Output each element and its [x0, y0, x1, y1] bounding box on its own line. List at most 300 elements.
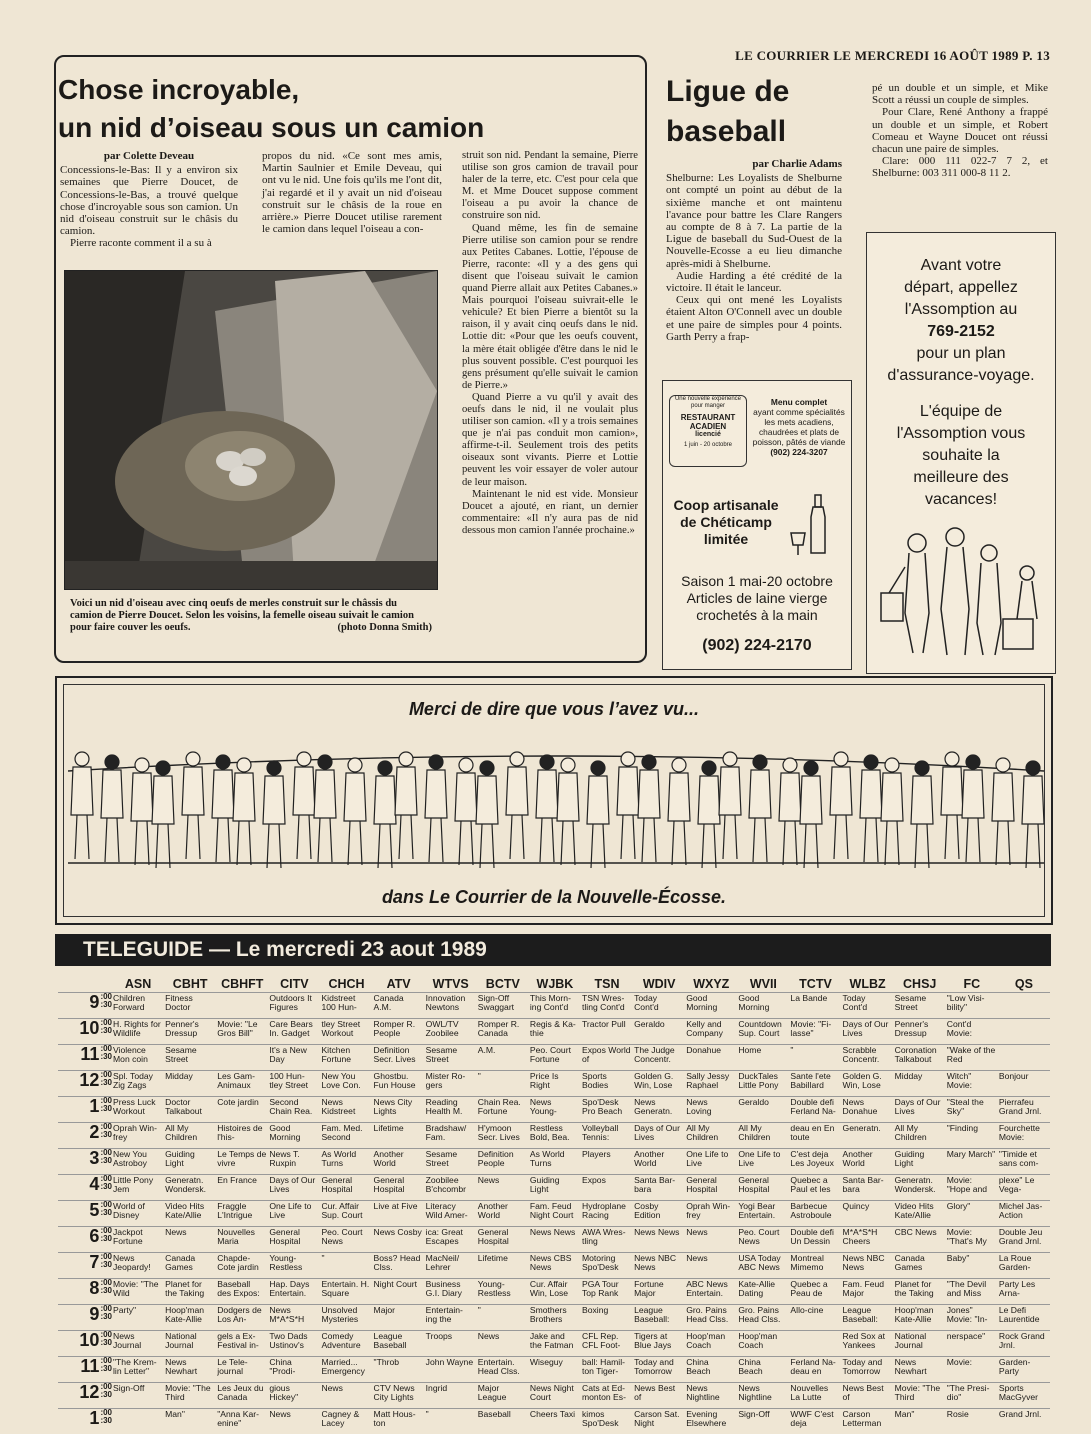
program-cell: "Timide et sans com-	[998, 1149, 1050, 1175]
program-cell: Reading Health M.	[425, 1097, 477, 1123]
program-cell: Quincy	[842, 1201, 894, 1227]
program-cell: CTV News City Lights	[373, 1383, 425, 1409]
shopper-figure	[374, 761, 396, 868]
program-cell: Generatn.	[842, 1123, 894, 1149]
time-slot-label: 9:00 :30	[58, 993, 112, 1019]
program-cell: Young- Restless	[477, 1279, 529, 1305]
program-cell: gels a Ex- Festival in-	[216, 1331, 268, 1357]
program-cell: Golden G. Win, Lose	[633, 1071, 685, 1097]
program-cell: Guiding Light	[164, 1149, 216, 1175]
program-cell: Hydroplane Racing	[581, 1201, 633, 1227]
program-cell: Video Hits Kate/Allie	[164, 1201, 216, 1227]
ad-cheticamp	[662, 380, 852, 670]
program-cell: AWA Wres- tling	[581, 1227, 633, 1253]
program-cell	[112, 1409, 164, 1434]
program-cell: Movie: "Hope and	[946, 1175, 998, 1201]
ad-assomption: Avant votre départ, appellez l'Assomption au 769-2152 pour un plan d'assurance-voyage. L'équipe de l'Assomption vous souhaite la meilleure des vacances!	[866, 232, 1056, 674]
program-cell: MacNeil/ Lehrer	[425, 1253, 477, 1279]
program-cell: Sesame Street	[425, 1045, 477, 1071]
program-cell: News Best of	[842, 1383, 894, 1409]
program-cell: Lifetime	[373, 1123, 425, 1149]
program-cell: Guiding Light	[529, 1175, 581, 1201]
shopper-figure	[131, 758, 153, 865]
program-cell: Sports MacGyver	[998, 1383, 1050, 1409]
program-cell: News	[477, 1175, 529, 1201]
channel-header: ATV	[373, 976, 425, 993]
program-cell: Press Luck Workout	[112, 1097, 164, 1123]
program-cell: Rock Grand Jrnl.	[998, 1331, 1050, 1357]
program-cell: Good Morning	[268, 1123, 320, 1149]
program-cell: League Baseball:	[633, 1305, 685, 1331]
program-cell: Troops	[425, 1331, 477, 1357]
program-cell: OWL/TV Zoobilee	[425, 1019, 477, 1045]
shopper-figure	[233, 758, 255, 865]
program-cell: CFL Rep. CFL Foot-	[581, 1331, 633, 1357]
program-cell: Carson Sat. Night	[633, 1409, 685, 1434]
program-cell: Days of Our Lives	[633, 1123, 685, 1149]
program-cell: Rosie	[946, 1409, 998, 1434]
program-cell: Montreal Mimemo	[789, 1253, 841, 1279]
time-slot-row	[58, 1253, 1050, 1279]
program-cell: Witch" Movie:	[946, 1071, 998, 1097]
program-cell: The Judge Concentr.	[633, 1045, 685, 1071]
program-cell: Boxing	[581, 1305, 633, 1331]
program-cell: General Hospital	[268, 1227, 320, 1253]
program-cell	[998, 1045, 1050, 1071]
program-cell: Sign-Off	[112, 1383, 164, 1409]
program-cell: Fraggle L'Intrigue	[216, 1201, 268, 1227]
program-cell: John Wayne	[425, 1357, 477, 1383]
program-cell: China Beach	[685, 1357, 737, 1383]
program-cell: plexe" Le Vega-	[998, 1175, 1050, 1201]
program-cell: News Loving	[685, 1097, 737, 1123]
channel-header: WVII	[737, 976, 789, 993]
program-cell: Canada Games	[894, 1253, 946, 1279]
coop-details: Saison 1 mai-20 octobre Articles de laine vierge crochetés à la main	[663, 573, 851, 624]
program-cell: Gro. Pains Head Clss.	[737, 1305, 789, 1331]
program-cell: Today and Tomorrow	[842, 1357, 894, 1383]
program-cell: Movie: "That's My	[946, 1227, 998, 1253]
program-cell: All My Children	[737, 1123, 789, 1149]
restaurant-badge: Une nouvelle expérience pour manger RESTAURANT ACADIEN licencié 1 juin - 20 octobre	[669, 395, 747, 467]
shopper-figure	[668, 758, 690, 865]
program-cell: Quebec a Paul et les	[789, 1175, 841, 1201]
program-cell: H'ymoon Secr. Lives	[477, 1123, 529, 1149]
program-cell: Care Bears In. Gadget	[268, 1019, 320, 1045]
program-cell: Allo-cine	[789, 1305, 841, 1331]
time-slot-label: 4:00 :30	[58, 1175, 112, 1201]
program-cell: All My Children	[164, 1123, 216, 1149]
time-slot-row	[58, 1383, 1050, 1409]
program-cell: Young- Restless	[268, 1253, 320, 1279]
shopper-figure	[395, 752, 417, 859]
program-cell: Jackpot Fortune	[112, 1227, 164, 1253]
program-cell: New You Love Con.	[320, 1071, 372, 1097]
program-cell: Major League	[477, 1383, 529, 1409]
shopper-figure	[344, 758, 366, 865]
program-cell: Price Is Right	[529, 1071, 581, 1097]
program-cell: Hoop'man Kate-Allie	[894, 1305, 946, 1331]
program-cell: Gro. Pains Head Clss.	[685, 1305, 737, 1331]
program-cell: Regis & Ka- thie	[529, 1019, 581, 1045]
program-cell: One Life to Live	[737, 1149, 789, 1175]
program-cell: Entertain. H. Square	[320, 1279, 372, 1305]
program-cell: Sesame Street	[425, 1149, 477, 1175]
program-cell: News NBC News	[842, 1253, 894, 1279]
shopper-figure	[506, 752, 528, 859]
time-slot-row	[58, 1331, 1050, 1357]
program-cell: Home	[737, 1045, 789, 1071]
bird-nest-photo	[64, 270, 438, 590]
program-cell: Hoop'man Coach	[737, 1331, 789, 1357]
program-cell	[998, 1019, 1050, 1045]
shopper-figure	[212, 755, 234, 862]
program-cell: Michel Jas- Action	[998, 1201, 1050, 1227]
program-cell: Pierrafeu Grand Jrnl.	[998, 1097, 1050, 1123]
program-cell: Glory"	[946, 1201, 998, 1227]
program-cell: Garden- Party	[998, 1357, 1050, 1383]
program-cell: News	[164, 1227, 216, 1253]
time-slot-label: 11:00 :30	[58, 1357, 112, 1383]
program-cell: Cote jardin	[216, 1097, 268, 1123]
program-cell: Movie: "Le Gros Bill"	[216, 1019, 268, 1045]
program-cell: Countdown Sup. Court	[737, 1019, 789, 1045]
program-cell: Midday	[894, 1071, 946, 1097]
program-cell: News News	[633, 1227, 685, 1253]
merci-bottom-text: dans Le Courrier de la Nouvelle-Écosse.	[64, 887, 1044, 908]
shopper-figure	[617, 752, 639, 859]
program-cell: As World Turns	[529, 1149, 581, 1175]
coop-title: Coop artisanale de Chéticamp limitée	[671, 497, 781, 548]
article2-col-1: par Charlie Adams Shelburne: Les Loyalists de Shelburne ont compté un point au début de la sixième manche et ont maintenu l'avance pour battre les Clare Rangers au compte de 8 à 7. La partie de la Ligue de baseball du Sud-Ouest de la Nouvelle-Ecosse a eu lieu dimanche après-midi à Shelburne. Audie Harding a été crédité de la victoire. Il était le lanceur. Ceux qui ont mené les Loyalists étaient Alton O'Connell avec un double et une paire de simples pour 4 points. Garth Perry a frap-	[666, 158, 842, 343]
program-cell	[216, 1045, 268, 1071]
program-cell: Jones" Movie: "In-	[946, 1305, 998, 1331]
program-cell: Cheers Taxi	[529, 1409, 581, 1434]
program-cell: CBC News	[894, 1227, 946, 1253]
program-cell: All My Children	[685, 1123, 737, 1149]
shopper-figure	[698, 761, 720, 868]
program-cell: Children Forward	[112, 993, 164, 1019]
program-cell: Expos World of	[581, 1045, 633, 1071]
program-cell: China "Prodi-	[268, 1357, 320, 1383]
program-cell: Fortune Major	[633, 1279, 685, 1305]
program-cell: kimos Spo'Desk	[581, 1409, 633, 1434]
program-cell: Boss? Head Clss.	[373, 1253, 425, 1279]
program-cell: Oprah Win- frey	[112, 1123, 164, 1149]
program-cell: Le Defi Laurentide	[998, 1305, 1050, 1331]
program-cell: Night Court	[373, 1279, 425, 1305]
program-cell: Matt Hous- ton	[373, 1409, 425, 1434]
program-cell: tley Street Workout	[320, 1019, 372, 1045]
program-cell: Planet for the Taking	[164, 1279, 216, 1305]
program-cell: Cosby Edition	[633, 1201, 685, 1227]
program-cell: Grand Jrnl.	[998, 1409, 1050, 1434]
program-cell: Motoring Spo'Desk	[581, 1253, 633, 1279]
program-cell: Ingrid	[425, 1383, 477, 1409]
channel-header: CBHFT	[216, 976, 268, 993]
time-slot-row	[58, 1409, 1050, 1434]
program-cell: Volleyball Tennis:	[581, 1123, 633, 1149]
program-cell: Hap. Days Entertain.	[268, 1279, 320, 1305]
time-slot-label: 9:00 :30	[58, 1305, 112, 1331]
program-cell: Wiseguy	[529, 1357, 581, 1383]
article-baseball	[666, 72, 856, 152]
article2-col-2: pé un double et un simple, et Mike Scott a réussi un couple de simples. Pour Clare, René Anthony a frappé un double et un simple, et Robert Comeau et Wayne Doucet ont réussi chacun une paire de simples. Clare: 000 111 022-7 7 2, et Shelburne: 003 311 000-8 11 2.	[872, 82, 1048, 180]
channel-header: TCTV	[789, 976, 841, 993]
time-slot-label: 12:00 :30	[58, 1383, 112, 1409]
shopper-figure	[719, 752, 741, 859]
assomption-phone: 769-2152	[867, 321, 1055, 343]
channel-header: FC	[946, 976, 998, 993]
program-cell: News CBS News	[529, 1253, 581, 1279]
program-cell: deau en En toute	[789, 1123, 841, 1149]
program-cell: Peo. Court News	[320, 1227, 372, 1253]
program-cell: "Wake of the Red	[946, 1045, 998, 1071]
program-cell: Geraldo	[633, 1019, 685, 1045]
shopper-figure	[455, 758, 477, 865]
program-cell: Another World	[373, 1149, 425, 1175]
program-cell: Tractor Pull	[581, 1019, 633, 1045]
shopper-figure	[314, 755, 336, 862]
channel-header: CITV	[268, 976, 320, 993]
program-cell: Spl. Today Zig Zags	[112, 1071, 164, 1097]
program-cell: Golden G. Win, Lose	[842, 1071, 894, 1097]
program-cell: Canada Games	[164, 1253, 216, 1279]
program-cell: Video Hits Kate/Allie	[894, 1201, 946, 1227]
time-slot-row	[58, 993, 1050, 1019]
program-cell: Generatn. Wondersk.	[894, 1175, 946, 1201]
program-cell: As World Turns	[320, 1149, 372, 1175]
program-cell: Today Cont'd	[842, 993, 894, 1019]
program-cell: Definition People	[477, 1149, 529, 1175]
shopper-figure	[587, 761, 609, 868]
time-slot-row	[58, 1149, 1050, 1175]
time-slot-label: 5:00 :30	[58, 1201, 112, 1227]
program-cell: News	[320, 1383, 372, 1409]
article-col-1: par Colette Deveau Concessions-le-Bas: Il y a environ six semaines que Pierre Doucet, de Concessions-le-Bas, a trouvé quelque chose d'incroyable sous son camion. Un nid d'oiseau construit sur le châsis du camion. Pierre raconte comment il a su à	[60, 150, 238, 250]
shopper-figure	[293, 752, 315, 859]
program-cell: "Anna Kar- enine"	[216, 1409, 268, 1434]
program-cell: Man"	[894, 1409, 946, 1434]
time-slot-label: 10:00 :30	[58, 1019, 112, 1045]
shopper-figure	[992, 758, 1014, 865]
shopper-figure	[830, 752, 852, 859]
program-cell	[216, 993, 268, 1019]
time-slot-row	[58, 1201, 1050, 1227]
program-cell: Peo. Court Fortune	[529, 1045, 581, 1071]
wine-bottle-icon	[787, 493, 843, 559]
program-cell: General Hospital	[477, 1227, 529, 1253]
shopper-figure	[536, 755, 558, 862]
program-cell: Hoop'man Kate-Allie	[164, 1305, 216, 1331]
time-header	[58, 976, 112, 993]
program-cell: Le Temps de vivre	[216, 1149, 268, 1175]
program-cell: News Nightline	[737, 1383, 789, 1409]
shopper-figure	[860, 755, 882, 862]
program-cell: News Donahue	[842, 1097, 894, 1123]
program-cell: "The Presi- dio"	[946, 1383, 998, 1409]
program-cell: WWF C'est deja	[789, 1409, 841, 1434]
program-cell: Midday	[164, 1071, 216, 1097]
program-cell: Canada A.M.	[373, 993, 425, 1019]
page-header: LE COURRIER LE MERCREDI 16 AOÛT 1989 P. 13	[640, 48, 1050, 64]
program-cell: Fourchette Movie:	[998, 1123, 1050, 1149]
shopper-figure	[101, 755, 123, 862]
program-cell: Peo. Court News	[737, 1227, 789, 1253]
program-cell: Days of Our Lives	[268, 1175, 320, 1201]
program-cell: General Hospital	[685, 1175, 737, 1201]
shopper-figure	[425, 755, 447, 862]
program-cell: News Generatn.	[633, 1097, 685, 1123]
program-cell: National Journal	[164, 1331, 216, 1357]
program-cell: Cats at Ed- monton Es-	[581, 1383, 633, 1409]
program-cell: News	[685, 1253, 737, 1279]
article2-byline: par Charlie Adams	[666, 158, 842, 170]
time-slot-label: 7:00 :30	[58, 1253, 112, 1279]
program-cell: nerspace"	[946, 1331, 998, 1357]
program-cell: Bonjour	[998, 1071, 1050, 1097]
program-cell: Entertain. Head Clss.	[477, 1357, 529, 1383]
time-slot-label: 6:00 :30	[58, 1227, 112, 1253]
program-cell: Days of Our Lives	[894, 1097, 946, 1123]
time-slot-label: 10:00 :30	[58, 1331, 112, 1357]
program-cell: News Journal	[112, 1331, 164, 1357]
time-slot-label: 1:00 :30	[58, 1409, 112, 1434]
program-cell: Cur. Affair Sup. Court	[320, 1201, 372, 1227]
program-cell: Kidstreet 100 Hun-	[320, 993, 372, 1019]
program-cell: TSN Wres- tling Cont'd	[581, 993, 633, 1019]
program-cell: Fam. Med. Second	[320, 1123, 372, 1149]
program-cell: News NBC News	[633, 1253, 685, 1279]
program-cell: Another World	[633, 1149, 685, 1175]
article-title: Chose incroyable, un nid d’oiseau sous un camion	[58, 71, 645, 147]
program-cell: News Newhart	[164, 1357, 216, 1383]
channel-header: WTVS	[425, 976, 477, 993]
program-cell: Party Les Arna-	[998, 1279, 1050, 1305]
program-cell: Jake and the Fatman	[529, 1331, 581, 1357]
time-slot-label: 8:00 :30	[58, 1279, 112, 1305]
program-cell: "The Krem- lin Letter"	[112, 1357, 164, 1383]
program-cell: Another World	[842, 1149, 894, 1175]
program-cell: Business G.I. Diary	[425, 1279, 477, 1305]
program-cell: Literacy Wild Amer-	[425, 1201, 477, 1227]
program-cell: Major	[373, 1305, 425, 1331]
program-cell: News	[477, 1331, 529, 1357]
time-slot-row	[58, 1019, 1050, 1045]
time-slot-row	[58, 1123, 1050, 1149]
program-cell: All My Children	[894, 1123, 946, 1149]
time-slot-row	[58, 1305, 1050, 1331]
shopper-figure	[152, 761, 174, 868]
program-cell: Smothers Brothers	[529, 1305, 581, 1331]
program-cell: Violence Mon coin	[112, 1045, 164, 1071]
photo-caption: Voici un nid d'oiseau avec cinq oeufs de merles construit sur le châssis du camion de Pierre Doucet. Selon les voisins, la femelle oiseau suivait le camion pour faire couver les oeufs. (photo Donna Smith)	[70, 598, 432, 634]
program-cell: Innovation Newtons	[425, 993, 477, 1019]
program-cell: News Nightline	[685, 1383, 737, 1409]
program-cell: gious Hickey"	[268, 1383, 320, 1409]
program-cell: Today Cont'd	[633, 993, 685, 1019]
travelers-illustration	[877, 523, 1045, 663]
program-cell: News Newhart	[894, 1357, 946, 1383]
program-cell: C'est deja Les Joyeux	[789, 1149, 841, 1175]
program-cell: Tigers at Blue Jays	[633, 1331, 685, 1357]
program-cell: Sante l'ete Babillard	[789, 1071, 841, 1097]
program-cell: Les Jeux du Canada	[216, 1383, 268, 1409]
time-slot-label: 11:00 :30	[58, 1045, 112, 1071]
program-cell: Two Dads Ustinov's	[268, 1331, 320, 1357]
program-cell: "Low Visi- bility"	[946, 993, 998, 1019]
program-cell: Romper R. Canada	[477, 1019, 529, 1045]
time-slot-label: 2:00 :30	[58, 1123, 112, 1149]
program-cell: Little Pony Jem	[112, 1175, 164, 1201]
program-cell: Yogi Bear Entertain.	[737, 1201, 789, 1227]
program-cell: This Morn- ing Cont'd	[529, 993, 581, 1019]
program-cell: "The Devil and Miss	[946, 1279, 998, 1305]
restaurant-menu: Menu complet ayant comme spécialités les mets acadiens, chaudrées et plats de poisson, pâtés de viande (902) 224-3207	[751, 397, 847, 457]
program-cell: News Kidstreet	[320, 1097, 372, 1123]
teleguide-title: TELEGUIDE — Le mercredi 23 aout 1989	[55, 934, 1051, 966]
program-cell: News M*A*S*H	[268, 1305, 320, 1331]
channel-header: ASN	[112, 976, 164, 993]
program-cell: News Night Court	[529, 1383, 581, 1409]
program-cell: Coronation Talkabout	[894, 1045, 946, 1071]
program-cell: News	[685, 1227, 737, 1253]
program-cell: Chapde- Cote jardin	[216, 1253, 268, 1279]
program-cell: Another World	[477, 1201, 529, 1227]
program-cell: Geraldo	[737, 1097, 789, 1123]
program-cell: General Hospital	[373, 1175, 425, 1201]
program-cell: Sports Bodies	[581, 1071, 633, 1097]
shopper-figure	[263, 761, 285, 868]
program-cell: "	[477, 1071, 529, 1097]
program-cell: Penner's Dressup	[164, 1019, 216, 1045]
time-slot-row	[58, 1227, 1050, 1253]
channel-header: WJBK	[529, 976, 581, 993]
program-cell: One Life to Live	[268, 1201, 320, 1227]
program-cell: Quebec a Peau de	[789, 1279, 841, 1305]
program-cell: Santa Bar- bara	[842, 1175, 894, 1201]
shopper-figure	[557, 758, 579, 865]
time-slot-row	[58, 1357, 1050, 1383]
program-cell: Nouvelles La Lutte	[789, 1383, 841, 1409]
program-cell: ABC News Entertain.	[685, 1279, 737, 1305]
program-cell: Kate-Allie Dating	[737, 1279, 789, 1305]
program-cell: H. Rights for Wildlife	[112, 1019, 164, 1045]
program-cell: Comedy Adventure	[320, 1331, 372, 1357]
shopper-figure	[638, 755, 660, 862]
program-cell: Spo'Desk Pro Beach	[581, 1097, 633, 1123]
program-cell: Nouvelles Maria	[216, 1227, 268, 1253]
program-cell: Movie: "The Third	[894, 1383, 946, 1409]
program-cell: PGA Tour Top Rank	[581, 1279, 633, 1305]
program-cell: It's a New Day	[268, 1045, 320, 1071]
time-slot-row	[58, 1071, 1050, 1097]
program-cell: Today and Tomorrow	[633, 1357, 685, 1383]
program-cell: Baseball	[477, 1409, 529, 1434]
program-cell: Days of Our Lives	[842, 1019, 894, 1045]
program-cell: 100 Hun- tley Street	[268, 1071, 320, 1097]
program-cell: News Young-	[529, 1097, 581, 1123]
program-cell: Guiding Light	[894, 1149, 946, 1175]
program-cell: Donahue	[685, 1045, 737, 1071]
program-cell: World of Disney	[112, 1201, 164, 1227]
program-cell: Ghostbu. Fun House	[373, 1071, 425, 1097]
program-cell: Movie: "The Third	[164, 1383, 216, 1409]
coop-phone: (902) 224-2170	[663, 637, 851, 655]
program-cell: "Steal the Sky"	[946, 1097, 998, 1123]
program-cell: Sesame Street	[164, 1045, 216, 1071]
program-cell: A.M.	[477, 1045, 529, 1071]
